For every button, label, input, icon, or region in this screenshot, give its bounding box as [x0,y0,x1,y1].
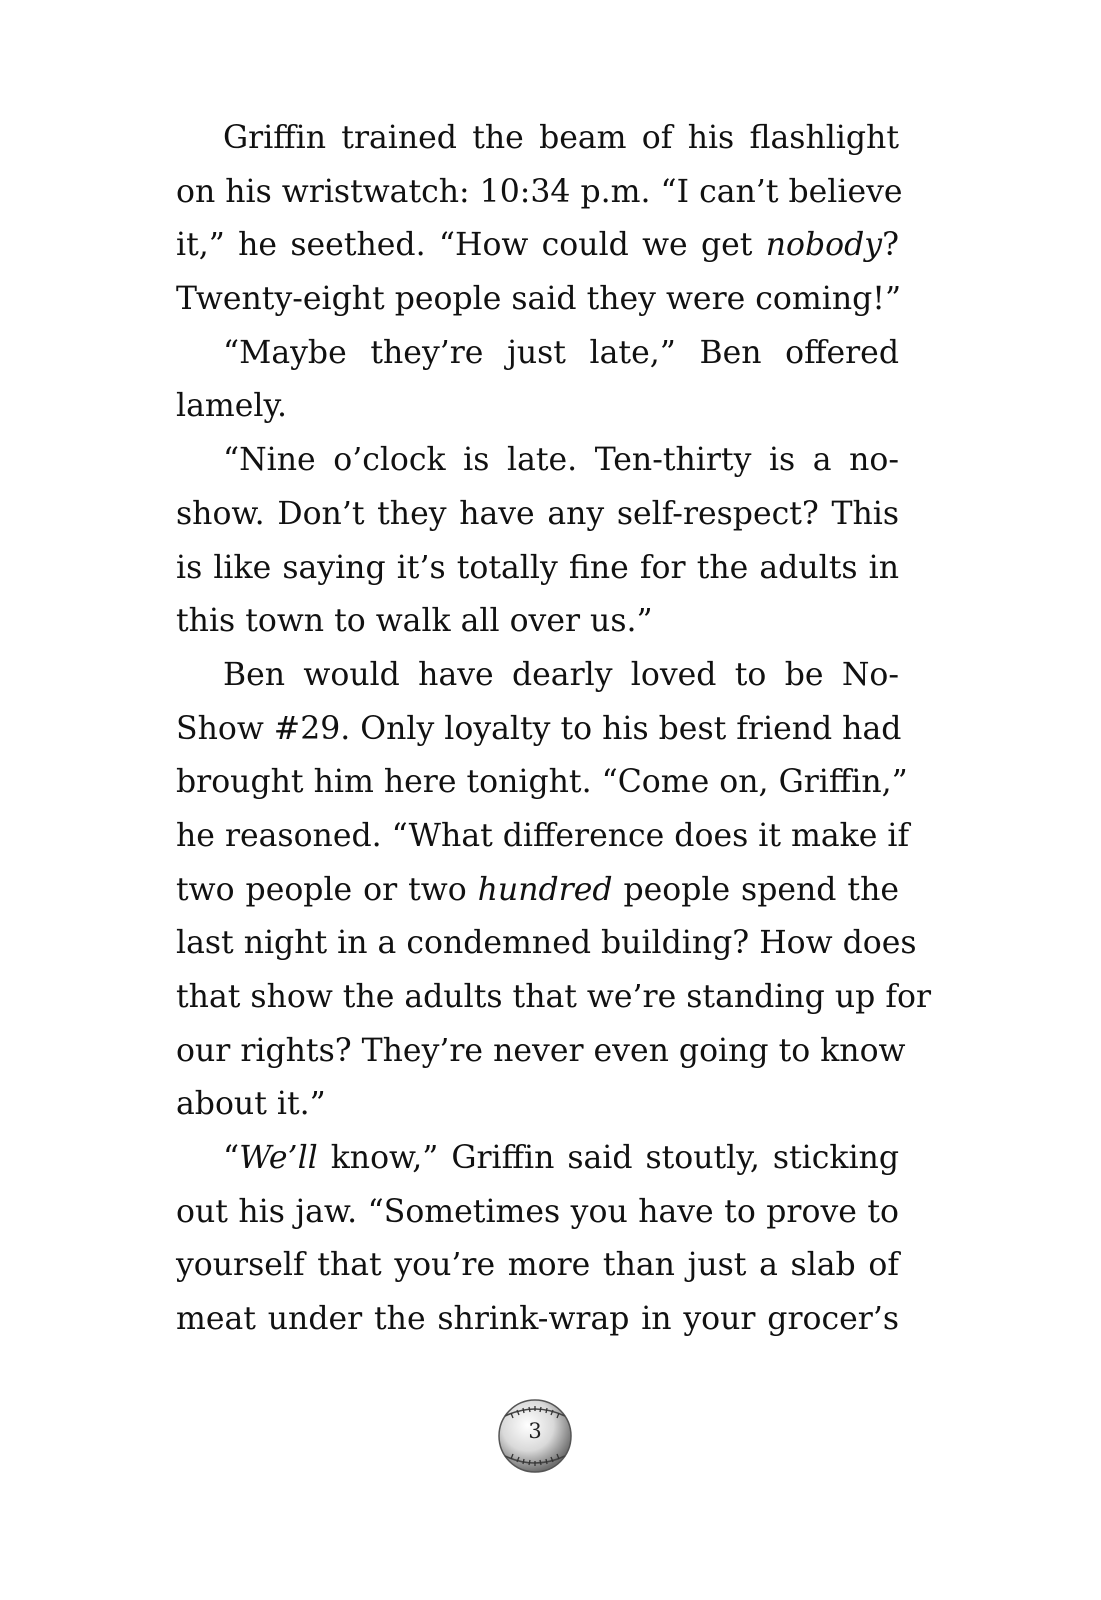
text-line: about it.” [176,1086,326,1123]
text-line: it,” he seethed. “How could we get nobody? [176,227,899,264]
text-line: brought him here tonight. “Come on, Griffin,” [176,764,908,801]
text-line: this town to walk all over us.” [176,603,653,640]
text-line: on his wristwatch: 10:34 p.m. “I can’t believe [176,173,903,210]
text-line: last night in a condemned building? How does [176,925,917,962]
text-line: “Nine o’clock is late. Ten-thirty is a no- [223,442,899,479]
text-line: show. Don’t they have any self-respect? This [176,495,899,532]
text-line: lamely. [176,388,288,425]
text-line: Show #29. Only loyalty to his best friend had [176,710,902,747]
text-line: our rights? They’re never even going to know [176,1032,906,1069]
text-line: meat under the shrink-wrap in your grocer’s [176,1301,899,1338]
text-line: “We’ll know,” Griffin said stoutly, sticking [223,1140,899,1177]
text-line: Ben would have dearly loved to be No- [223,656,899,693]
text-line: Twenty-eight people said they were coming!” [176,281,902,318]
text-line: “Maybe they’re just late,” Ben offered [223,334,899,371]
page-number: 3 [528,1419,542,1443]
body-text [176,112,932,1347]
text-line: is like saying it’s totally fine for the adults in [176,549,899,586]
text-line: two people or two hundred people spend the [176,871,900,908]
text-line: yourself that you’re more than just a slab of [176,1247,899,1284]
text-line: out his jaw. “Sometimes you have to prove to [176,1193,899,1230]
text-line: Griffin trained the beam of his flashlight [223,120,899,156]
text-line: he reasoned. “What difference does it make if [176,817,910,854]
folio [497,1398,573,1474]
text-line: that show the adults that we’re standing up for [176,979,932,1015]
